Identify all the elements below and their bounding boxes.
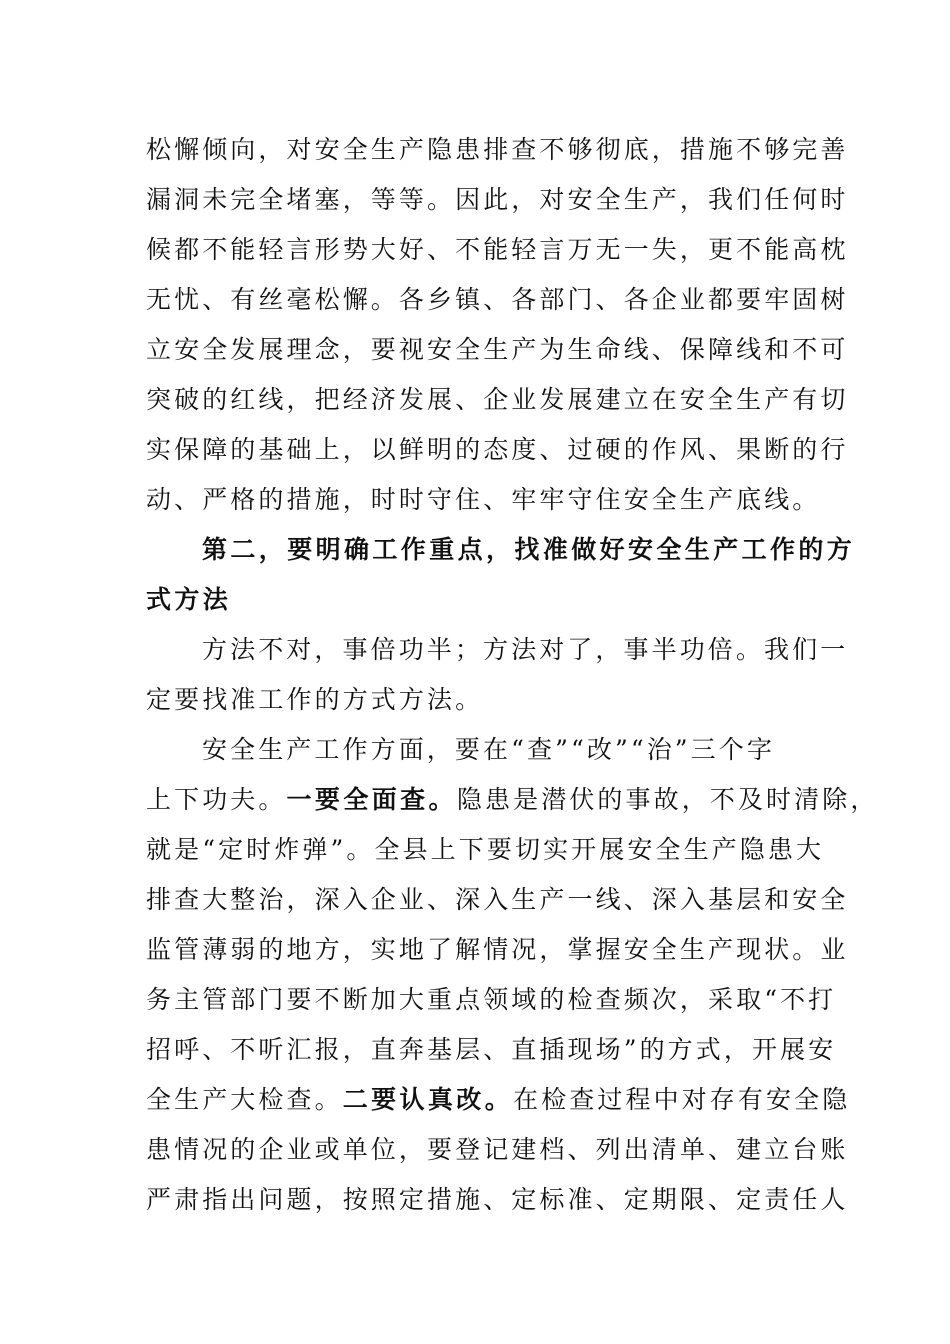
text-line: 立安全发展理念，要视安全生产为生命线、保障线和不可 xyxy=(146,335,849,364)
bold-key-phrase: 一要全面查。 xyxy=(286,785,457,814)
text-line: 方法不对，事倍功半；方法对了，事半功倍。我们一 xyxy=(202,635,849,664)
section-heading-line: 第二，要明确工作重点，找准做好安全生产工作的方 xyxy=(202,535,856,564)
text-line: 动、严格的措施，时时守住、牢牢守住安全生产底线。 xyxy=(146,485,821,514)
text-line: 实保障的基础上，以鲜明的态度、过硬的作风、果断的行 xyxy=(146,435,849,464)
text-line: 就是“定时炸弹”。全县上下要切实开展安全生产隐患大 xyxy=(146,835,825,864)
text-line: 定要找准工作的方式方法。 xyxy=(146,685,484,714)
text-run: 在检查过程中对存有安全隐 xyxy=(513,1085,851,1114)
bold-key-phrase: 二要认真改。 xyxy=(342,1085,514,1114)
text-run: 上下功夫。 xyxy=(146,785,287,814)
text-line: 务主管部门要不断加大重点领域的检查频次，采取“不打 xyxy=(146,985,837,1014)
text-line: 排查大整治，深入企业、深入生产一线、深入基层和安全 xyxy=(146,885,849,914)
text-line: 招呼、不听汇报，直奔基层、直插现场”的方式，开展安 xyxy=(146,1035,837,1064)
text-line xyxy=(146,775,879,825)
text-line: 严肃指出问题，按照定措施、定标准、定期限、定责任人 xyxy=(146,1185,849,1214)
section-heading-line: 式方法 xyxy=(146,585,232,614)
text-line xyxy=(146,1075,851,1125)
text-run: 隐患是潜伏的事故，不及时清除， xyxy=(456,785,879,814)
text-line: 松懈倾向，对安全生产隐患排查不够彻底，措施不够完善 xyxy=(146,135,849,164)
text-line: 安全生产工作方面，要在“查”“改”“治”三个字 xyxy=(202,735,775,764)
text-line: 监管薄弱的地方，实地了解情况，掌握安全生产现状。业 xyxy=(146,935,849,964)
document-body xyxy=(146,125,879,1225)
text-line: 无忧、有丝毫松懈。各乡镇、各部门、各企业都要牢固树 xyxy=(146,285,849,314)
text-line: 患情况的企业或单位，要登记建档、列出清单、建立台账 xyxy=(146,1135,849,1164)
text-run: 全生产大检查。 xyxy=(146,1085,343,1114)
text-line: 突破的红线，把经济发展、企业发展建立在安全生产有切 xyxy=(146,385,849,414)
text-line: 漏洞未完全堵塞，等等。因此，对安全生产，我们任何时 xyxy=(146,185,849,214)
text-line: 候都不能轻言形势大好、不能轻言万无一失，更不能高枕 xyxy=(146,235,849,264)
